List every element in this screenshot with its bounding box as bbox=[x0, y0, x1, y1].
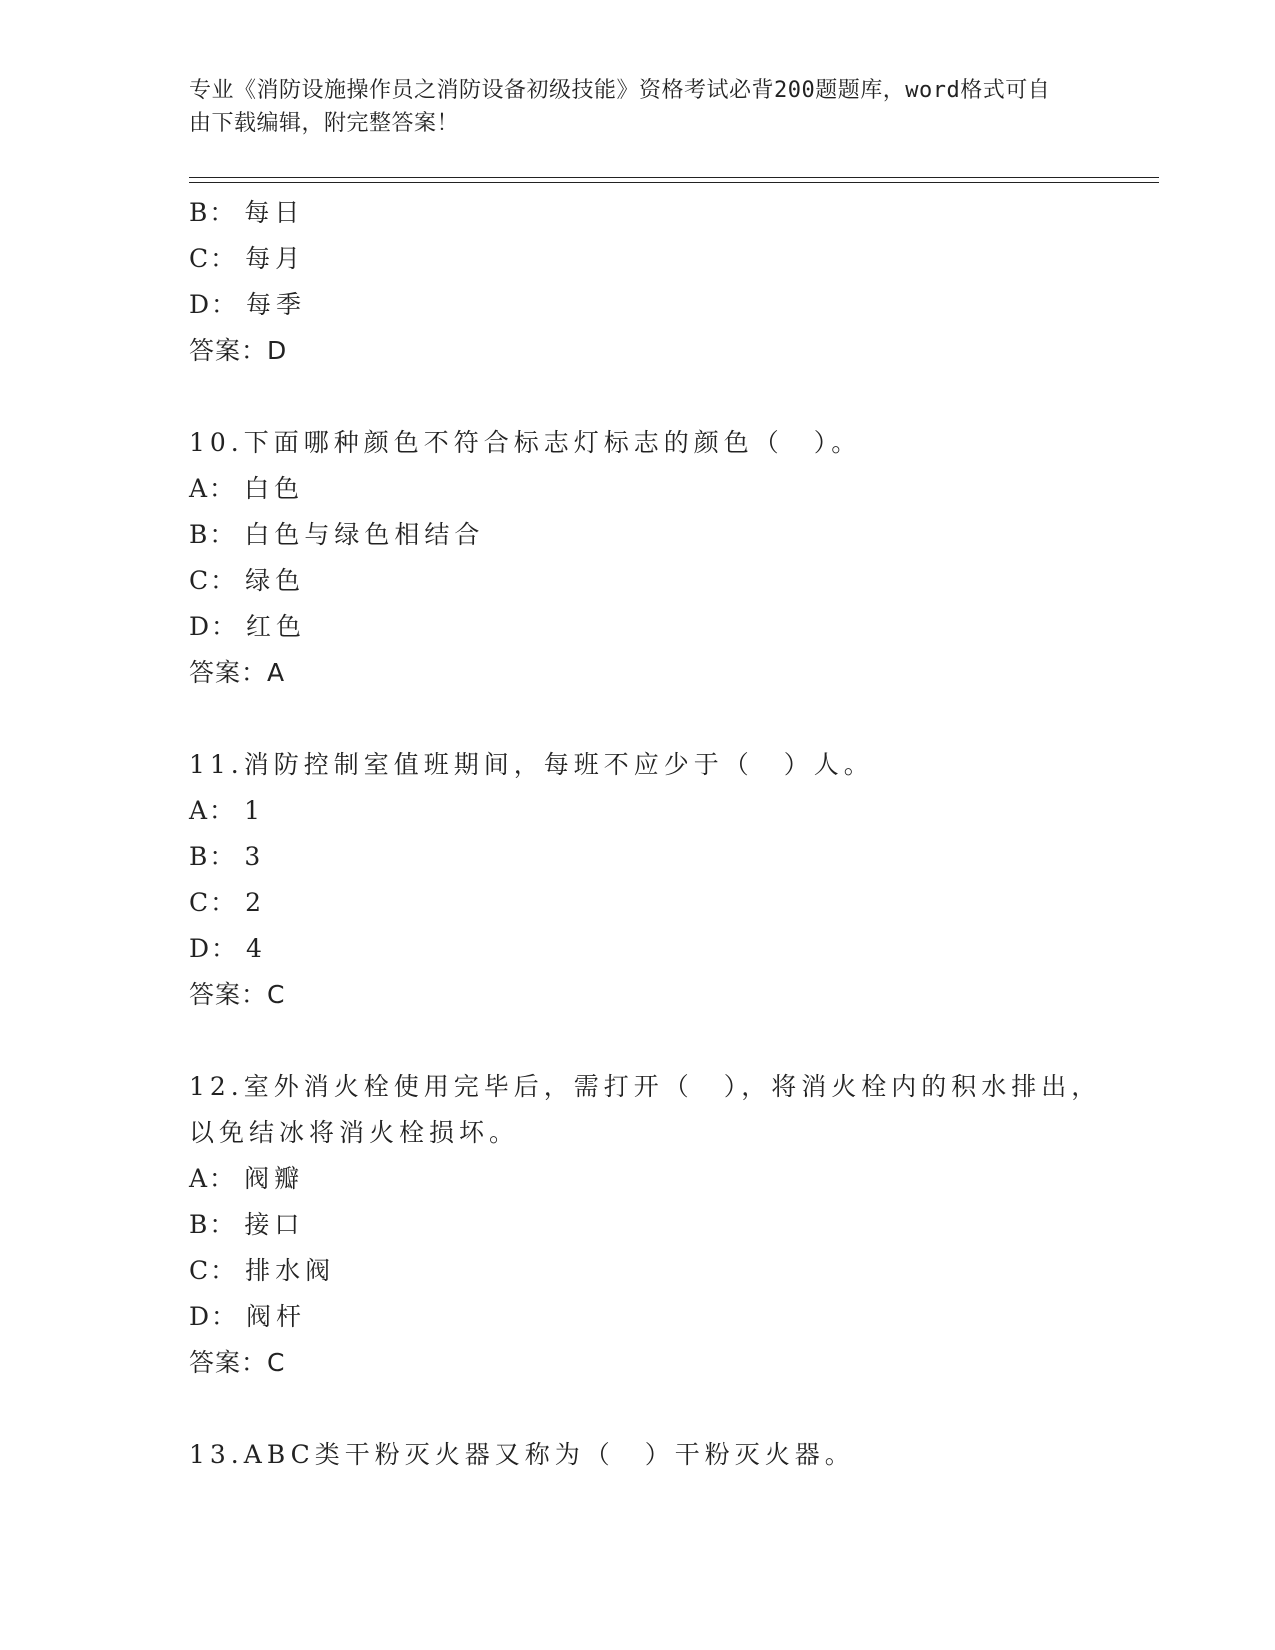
header-rule-bottom bbox=[189, 182, 1159, 183]
answer: 答案：D bbox=[189, 336, 288, 365]
option-b: B： 每日 bbox=[189, 198, 305, 227]
spacer bbox=[189, 696, 1089, 742]
answer: 答案：C bbox=[189, 980, 286, 1009]
question-stem: 10.下面哪种颜色不符合标志灯标志的颜色（ ）。 bbox=[189, 428, 862, 457]
question-stem-line-2: 以免结冰将消火栓损坏。 bbox=[189, 1118, 520, 1147]
option-d: D： 红色 bbox=[189, 612, 307, 641]
question-stem: 13.ABC类干粉灭火器又称为（ ）干粉灭火器。 bbox=[189, 1440, 855, 1469]
option-d: D： 4 bbox=[189, 934, 267, 963]
question-12 bbox=[189, 1064, 1102, 1386]
question-list bbox=[189, 190, 1102, 1478]
option-d: D： 阀杆 bbox=[189, 1302, 307, 1331]
question-11 bbox=[189, 742, 1089, 1018]
option-a: A： 白色 bbox=[189, 474, 305, 503]
question-10 bbox=[189, 420, 1089, 696]
option-c: C： 绿色 bbox=[189, 566, 306, 595]
question-9 bbox=[189, 190, 1089, 374]
question-13 bbox=[189, 1432, 1089, 1478]
spacer bbox=[189, 374, 1089, 420]
answer: 答案：A bbox=[189, 658, 286, 687]
spacer bbox=[189, 1386, 1089, 1432]
option-c: C： 2 bbox=[189, 888, 267, 917]
question-stem: 11.消防控制室值班期间，每班不应少于（ ）人。 bbox=[189, 750, 874, 779]
option-b: B： 3 bbox=[189, 842, 266, 871]
option-a: A： 阀瓣 bbox=[189, 1164, 305, 1193]
option-c: C： 排水阀 bbox=[189, 1256, 336, 1285]
spacer bbox=[189, 1018, 1089, 1064]
header-rule-top bbox=[189, 177, 1159, 178]
option-a: A： 1 bbox=[189, 796, 265, 825]
answer: 答案：C bbox=[189, 1348, 286, 1377]
option-b: B： 接口 bbox=[189, 1210, 305, 1239]
option-b: B： 白色与绿色相结合 bbox=[189, 520, 485, 549]
option-d: D： 每季 bbox=[189, 290, 307, 319]
document-header: 专业《消防设施操作员之消防设备初级技能》资格考试必背200题题库，word格式可自由下载编辑，附完整答案！ bbox=[189, 78, 1051, 136]
question-stem-line-1: 12.室外消火栓使用完毕后，需打开（ ），将消火栓内的积水排出， bbox=[189, 1072, 1102, 1101]
option-c: C： 每月 bbox=[189, 244, 306, 273]
